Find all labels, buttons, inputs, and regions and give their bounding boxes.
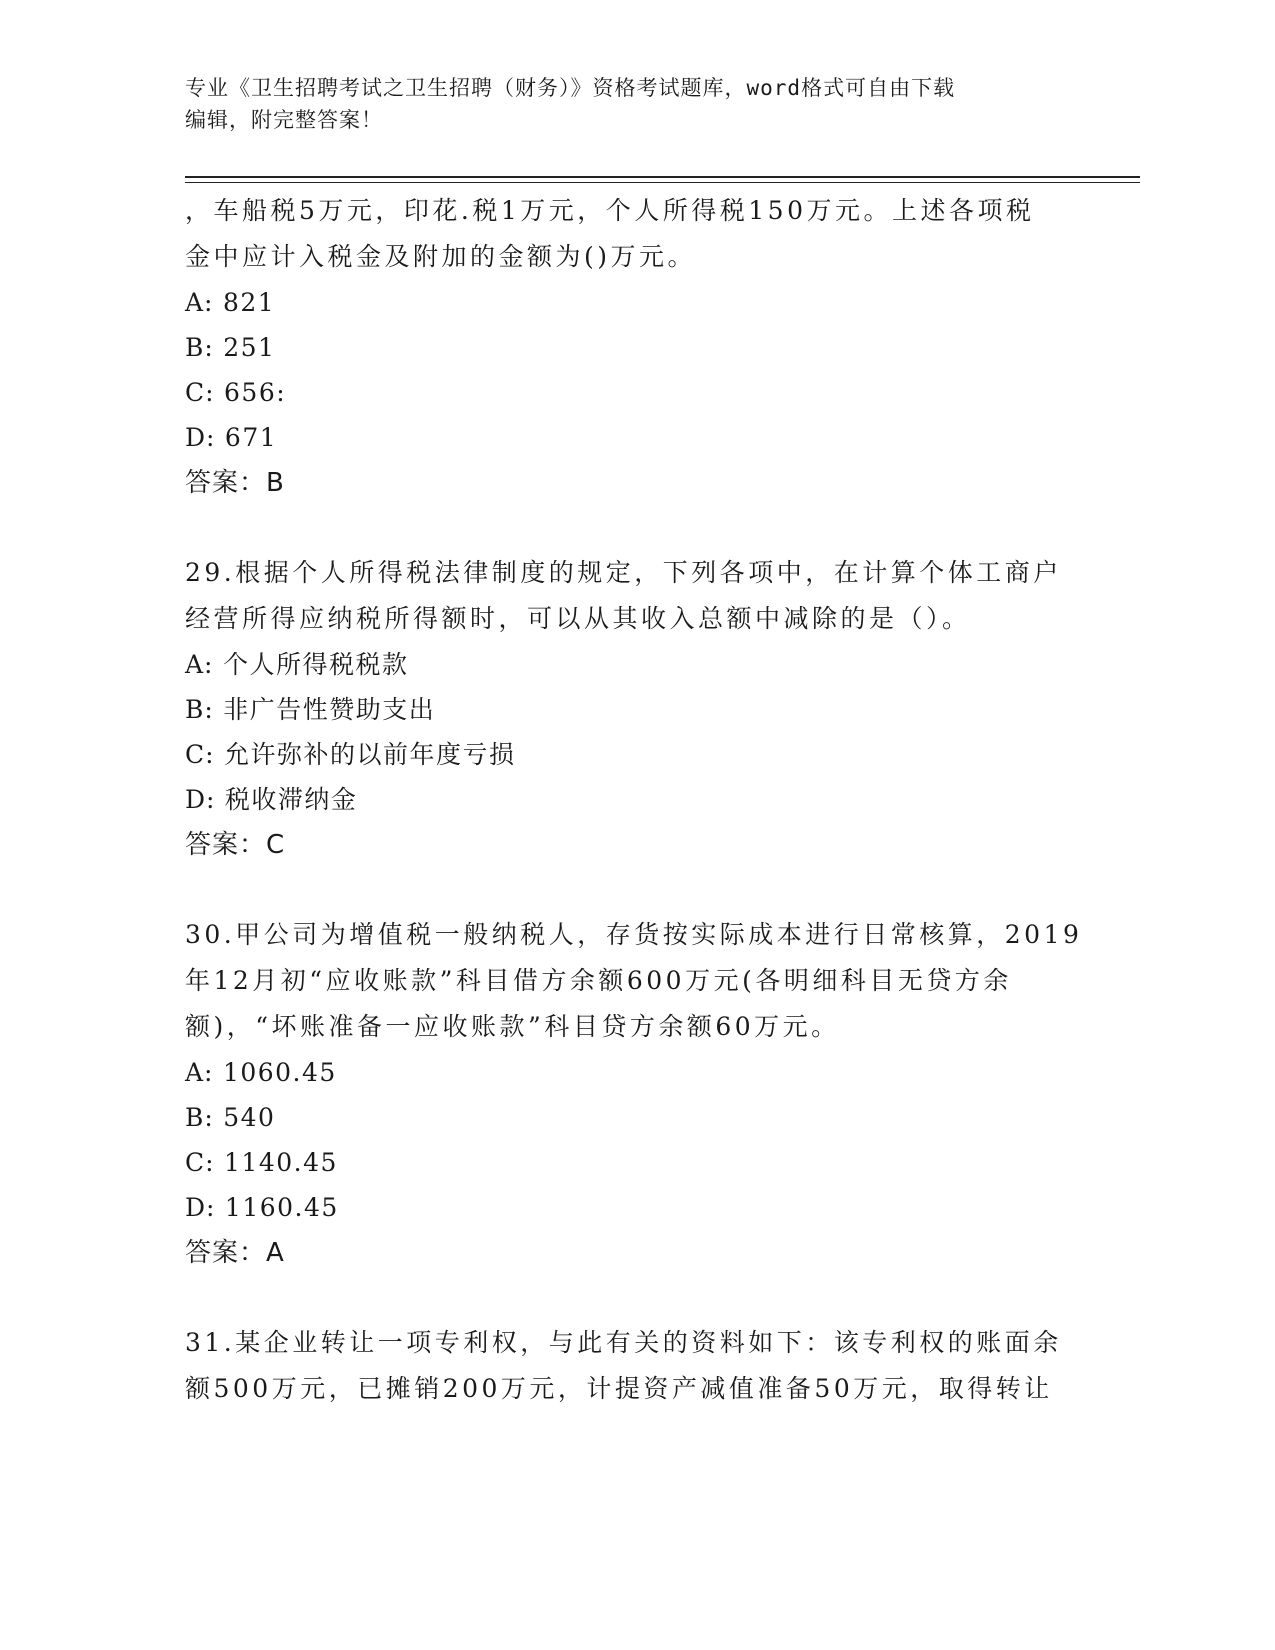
header-divider-thin	[185, 182, 1140, 183]
option-text: 非广告性赞助支出	[223, 695, 436, 724]
option-key: C:	[185, 740, 215, 769]
answer-line: 答案：C	[185, 830, 286, 860]
option-c	[185, 370, 1085, 415]
option-b	[185, 1095, 1085, 1140]
question-29	[185, 550, 1085, 868]
header-divider-thick	[185, 176, 1140, 178]
document-header	[185, 72, 1085, 136]
option-text: 允许弥补的以前年度亏损	[224, 740, 516, 769]
option-a	[185, 642, 1085, 687]
option-text: 656:	[224, 378, 287, 407]
option-d	[185, 415, 1085, 460]
option-key: C:	[185, 1148, 215, 1177]
header-line-1: 专业《卫生招聘考试之卫生招聘（财务）》资格考试题库，word格式可自由下载	[185, 76, 956, 100]
option-a	[185, 280, 1085, 325]
option-key: D:	[185, 1193, 216, 1222]
question-text-line: 额500万元，已摊销200万元，计提资产减值准备50万元，取得转让	[185, 1374, 1053, 1403]
option-c	[185, 1140, 1085, 1185]
answer-line: 答案：B	[185, 468, 285, 498]
option-key: B:	[185, 695, 214, 724]
question-30	[185, 912, 1085, 1276]
question-text-line: 金中应计入税金及附加的金额为()万元。	[185, 242, 697, 271]
option-key: D:	[185, 423, 216, 452]
option-a	[185, 1050, 1085, 1095]
header-line-2: 编辑，附完整答案！	[185, 108, 383, 132]
option-text: 1160.45	[224, 1193, 339, 1222]
option-b	[185, 687, 1085, 732]
option-text: 1060.45	[222, 1058, 337, 1087]
question-text-line: 经营所得应纳税所得额时，可以从其收入总额中减除的是（）。	[185, 604, 971, 633]
option-text: 税收滞纳金	[224, 785, 358, 814]
question-text-line: ，车船税5万元，印花.税1万元，个人所得税150万元。上述各项税	[185, 196, 1035, 225]
option-key: A:	[185, 288, 214, 317]
option-text: 671	[224, 423, 278, 452]
option-c	[185, 732, 1085, 777]
option-d	[185, 777, 1085, 822]
question-text-line: 30.甲公司为增值税一般纳税人，存货按实际成本进行日常核算，2019	[185, 920, 1083, 949]
question-28-continued	[185, 188, 1085, 506]
question-31	[185, 1320, 1085, 1412]
option-text: 540	[223, 1103, 276, 1132]
option-key: B:	[185, 1103, 214, 1132]
option-text: 个人所得税税款	[222, 650, 409, 679]
question-text-line: 31.某企业转让一项专利权，与此有关的资料如下：该专利权的账面余	[185, 1328, 1062, 1357]
question-text-line: 年12月初“应收账款”科目借方余额600万元(各明细科目无贷方余	[185, 966, 1012, 995]
answer-line: 答案：A	[185, 1238, 285, 1268]
option-key: A:	[185, 1058, 214, 1087]
option-key: A:	[185, 650, 214, 679]
option-key: D:	[185, 785, 216, 814]
option-text: 1140.45	[224, 1148, 338, 1177]
option-key: B:	[185, 333, 214, 362]
option-b	[185, 325, 1085, 370]
option-text: 821	[222, 288, 276, 317]
question-text-line: 29.根据个人所得税法律制度的规定，下列各项中，在计算个体工商户	[185, 558, 1062, 587]
question-text-line: 额)，“坏账准备一应收账款”科目贷方余额60万元。	[185, 1012, 840, 1041]
option-text: 251	[223, 333, 276, 362]
question-list	[185, 188, 1085, 1412]
option-d	[185, 1185, 1085, 1230]
option-key: C:	[185, 378, 215, 407]
